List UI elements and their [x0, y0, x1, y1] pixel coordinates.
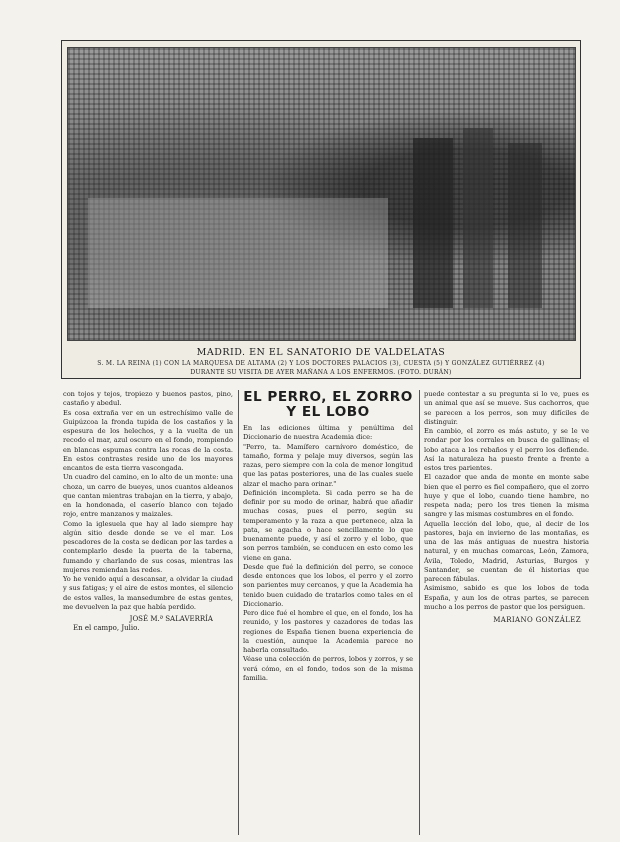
col3-paragraph: En cambio, el zorro es más astuto, y se le ve rondar por los corrales en busca de gallinas; el lobo ataca a los rebaños y el perro los defiende. Así la naturaleza ha puesto frente a frente a estos tres parientes.	[424, 427, 589, 472]
col1-signature: JOSÉ M.ª SALAVERRÍA	[129, 615, 213, 623]
col2-paragraph: Definición incompleta. Si cada perro se ha de definir por su modo de orinar, habrá que añadir muchas cosas, pues el perro, según su temperamento y la raza a que pertenece, alza la pata, se agacha o hace sencillamente lo que buenamente puede, y así el zorro y el lobo, que son perros también, se conducen en esto como les viene en gana.	[243, 488, 413, 562]
column-rule-2	[419, 390, 420, 835]
col1-paragraph: con tojos y tejos, tropiezo y buenos pastos, pino, castaño y abedul.	[63, 390, 233, 408]
photo-caption-line2: DURANTE SU VISITA DE AYER MAÑANA A LOS ENFERMOS. (FOTO. DURÁN)	[190, 369, 452, 376]
figure-nurse	[463, 128, 493, 308]
article-continuation	[424, 390, 589, 625]
article-headline	[243, 390, 413, 420]
col3-paragraph: Asimismo, sabido es que los lobos de toda España, y aun los de otras partes, se parecen mucho a los perros de pastor que los persiguen.	[424, 584, 589, 611]
figure-doctor	[508, 143, 542, 308]
col3-paragraph: Aquella lección del lobo, que, al decir de los pastores, baja en invierno de las montañas, es una de las más antiguas de nuestra historia natural, y en muchas comarcas, León, Zamora, Ávila, Toledo, Madrid, Asturias, Burgos y Santander, se cuentan de él historias que parecen fábulas.	[424, 519, 589, 583]
col2-paragraph: En las ediciones última y penúltima del Diccionario de nuestra Academia dice:	[243, 424, 413, 442]
col2-paragraph: Desde que fué la definición del perro, se conoce desde entonces que los lobos, el perro y el zorro son parientes muy cercanos, y que la Academia ha tenido buen cuidado de tratarlos como tales en el Diccionario.	[243, 562, 413, 608]
col1-paragraph: Como la iglesuela que hay al lado siempre hay algún sitio desde donde se ve el mar. Los pescadores de la costa se dedican por las tardes a contemplarlo desde la puerta de la taberna, fumando y charlando de sus cosas, mientras las mujeres remiendan las redes.	[63, 519, 233, 574]
col1-paragraph: Yo he venido aquí a descansar, a olvidar la ciudad y sus fatigas; y el aire de estos montes, el silencio de estos valles, la mansedumbre de estas gentes, me devuelven la paz que había perdido.	[63, 575, 233, 611]
headline-line1: EL PERRO, EL ZORRO	[243, 389, 413, 405]
headline-line2: Y EL LOBO	[286, 404, 370, 420]
col1-place: En el campo, Julio.	[73, 624, 140, 633]
article-salaverria	[63, 390, 233, 634]
col3-paragraph: puede contestar a su pregunta si lo ve, pues es un animal que así se mueve. Sus cachorros, que se parecen a los perros, son muy difíciles de distinguir.	[424, 390, 589, 426]
col1-paragraph: Un cuadro del camino, en lo alto de un monte: una choza, un carro de bueyes, unos cuantos aldeanos que cantan mientras trabajan en la tierra, y abajo, en la hondonada, el caserío blanco con tejado rojo, entre manzanos y maizales.	[63, 473, 233, 519]
col1-paragraph: Es cosa extraña ver en un estrechísimo valle de Guipúzcoa la fronda tupida de los castaños y la espesura de los helechos, y a la vuelta de un recodo el mar, azul oscuro en el fondo, rompiendo en blancas espumas contra las rocas de la costa. En estos contrastes reside uno de los mayores encantos de esta tierra vascongada.	[63, 408, 233, 472]
col2-paragraph: Pero dice fué el hombre el que, en el fondo, los ha reunido, y los pastores y cazadores de todas las regiones de España tienen buena experiencia de la cuestión, aunque la Academia parece no haberla consultado.	[243, 609, 413, 654]
bed-rows	[88, 198, 388, 308]
col2-paragraph: "Perro, ta. Mamífero carnívoro doméstico, de tamaño, forma y pelaje muy diversos, según las razas, pero siempre con la cola de menor longitud que las patas posteriores, una de las cuales suele alzar el macho para orinar."	[243, 442, 413, 488]
photo-figures	[68, 48, 575, 340]
column-rule-1	[238, 390, 239, 835]
article-perro-zorro-lobo	[243, 390, 413, 683]
photo-title: MADRID. EN EL SANATORIO DE VALDELATAS	[196, 347, 446, 358]
photo-caption-line1: S. M. LA REINA (1) CON LA MARQUESA DE ALTAMA (2) Y LOS DOCTORES PALACIOS (3), CUESTA (5) Y GONZÁLEZ GUTIÉRREZ (4)	[97, 360, 545, 367]
figure-dark	[413, 138, 453, 308]
news-photo	[67, 47, 576, 341]
col2-paragraph: Véase una colección de perros, lobos y zorros, y se verá cómo, en el fondo, todos son de la misma familia.	[243, 655, 413, 682]
col3-paragraph: El cazador que anda de monte en monte sabe bien que el perro es fiel compañero, que el zorro huye y que el lobo, cuando tiene hambre, no respeta nada; pero los tres tienen la misma sangre y las mismas costumbres en el fondo.	[424, 473, 589, 519]
photo-frame	[61, 40, 581, 379]
col3-signature: MARIANO GONZÁLEZ	[493, 616, 581, 624]
